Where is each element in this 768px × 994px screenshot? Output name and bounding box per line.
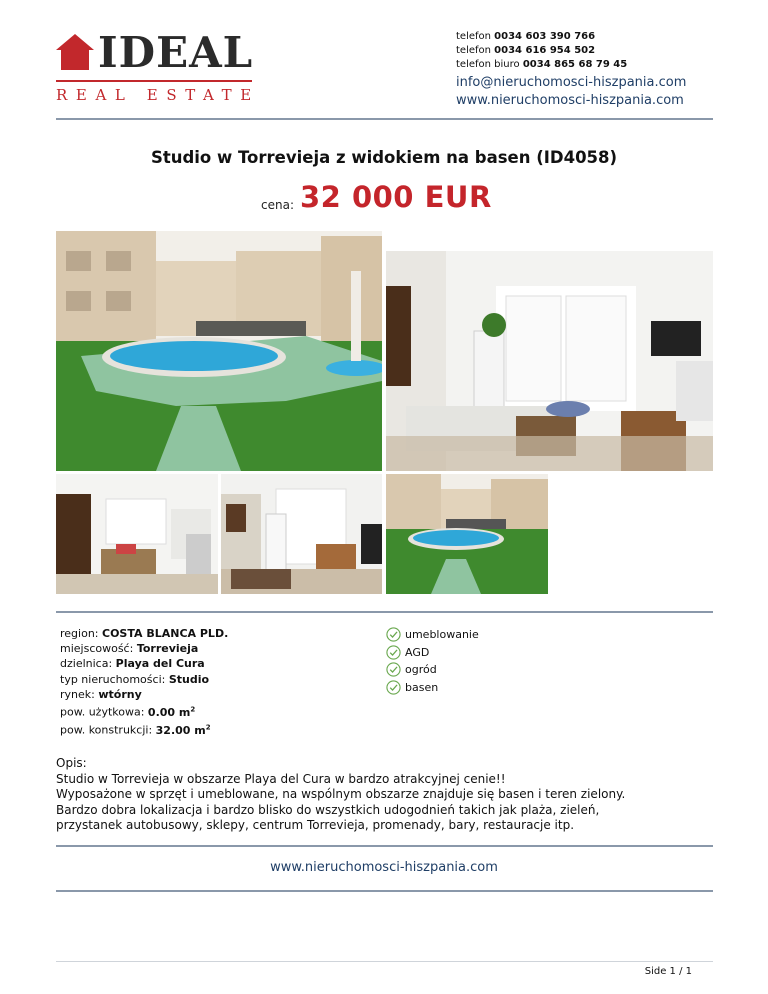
price-value: 32 000 EUR (300, 180, 492, 214)
detail-district: dzielnica: Playa del Cura (60, 657, 205, 671)
header-divider (56, 118, 713, 120)
page-footer-line (56, 961, 713, 962)
detail-town: miejscowość: Torrevieja (60, 642, 199, 656)
phone-line: telefon biuro 0034 865 68 79 45 (456, 59, 628, 70)
description-heading: Opis: (56, 756, 87, 770)
description-divider (56, 845, 713, 847)
website-link[interactable]: www.nieruchomosci-hiszpania.com (456, 93, 684, 108)
description-line: przystanek autobusowy, sklepy, centrum Torrevieja, promenady, bary, restauracje itp. (56, 818, 575, 833)
company-logo (56, 28, 260, 104)
feature-item: basen (386, 679, 479, 697)
photos-divider (56, 611, 713, 613)
detail-built-area: pow. konstrukcji: 32.00 $m^2$ (60, 722, 211, 737)
description-line: Wyposażone w sprzęt i umeblowane, na wspólnym obszarze znajduje się basen i teren zielony. (56, 787, 626, 802)
footer-divider (56, 890, 713, 892)
feature-list (386, 626, 479, 696)
check-circle-icon (386, 662, 401, 677)
check-circle-icon (386, 680, 401, 695)
description (56, 756, 716, 834)
email-link[interactable]: info@nieruchomosci-hiszpania.com (456, 75, 687, 90)
house-icon (56, 34, 94, 70)
price-label: cena: (261, 198, 294, 212)
photo-studio-interior[interactable] (386, 231, 713, 471)
photo-living-room[interactable] (221, 474, 382, 594)
detail-usable-area: pow. użytkowa: 0.00 $m^2$ (60, 705, 196, 719)
contact-block (456, 30, 686, 110)
detail-type: typ nieruchomości: Studio (60, 672, 210, 686)
phone-line: telefon 0034 603 390 766 (456, 31, 596, 42)
feature-item: AGD (386, 644, 479, 662)
check-circle-icon (386, 627, 401, 642)
footer-website-link[interactable]: www.nieruchomosci-hiszpania.com (270, 860, 498, 875)
photo-kitchen[interactable] (56, 474, 218, 594)
detail-region: region: COSTA BLANCA PLD. (60, 627, 229, 640)
property-details (60, 626, 228, 738)
phone-line: telefon 0034 616 954 502 (456, 45, 596, 56)
description-line: Studio w Torrevieja w obszarze Playa del Cura w bardzo atrakcyjnej cenie!! (56, 771, 506, 786)
description-line: Bardzo dobra lokalizacja i bardzo blisko do wszystkich udogodnień takich jak plaża, zieleń, (56, 802, 600, 817)
page-number: Side 1 / 1 (644, 966, 692, 977)
photo-pool-courtyard[interactable] (56, 231, 382, 471)
listing-title: Studio w Torrevieja z widokiem na basen (ID4058) (150, 148, 618, 167)
logo-divider (56, 80, 252, 82)
feature-item: ogród (386, 661, 479, 679)
detail-market: rynek: wtórny (60, 687, 142, 701)
logo-tagline: REAL ESTATE (56, 86, 260, 104)
feature-item: umeblowanie (386, 626, 479, 644)
logo-wordmark: IDEAL (98, 28, 254, 77)
check-circle-icon (386, 645, 401, 660)
photo-pool-view[interactable] (386, 474, 548, 594)
